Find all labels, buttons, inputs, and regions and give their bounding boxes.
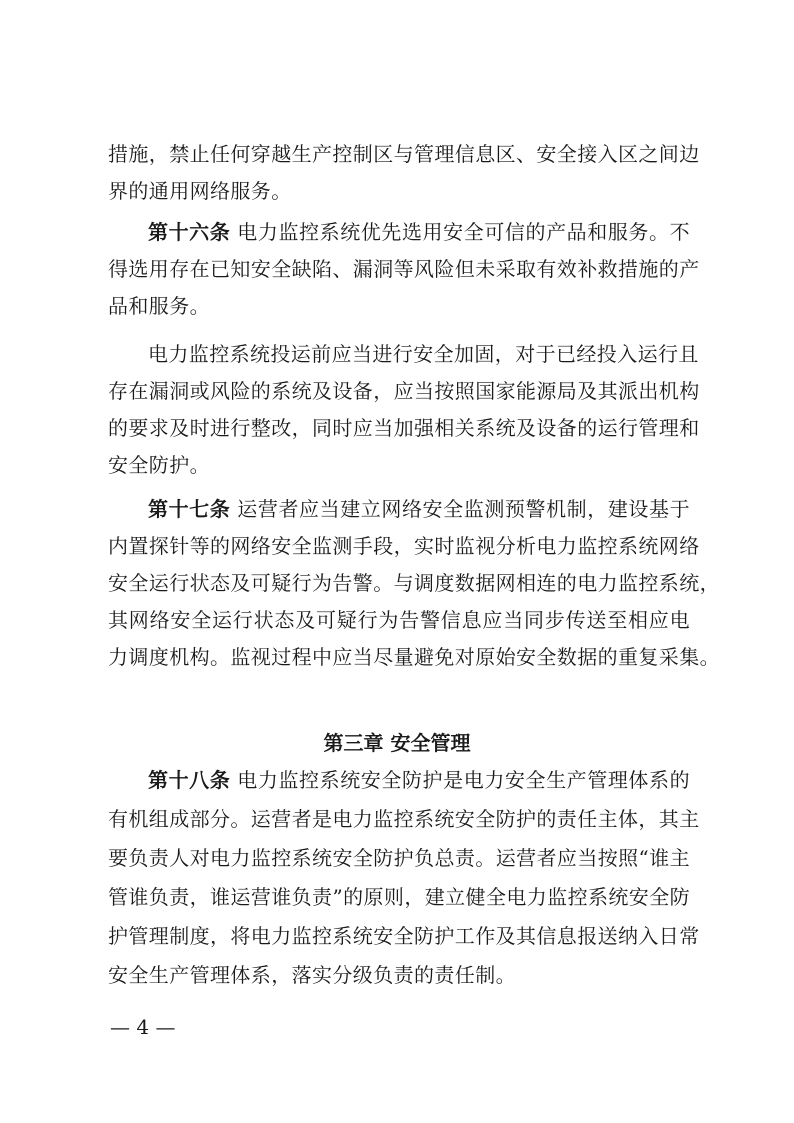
body-line: 品和服务。 — [108, 294, 210, 318]
body-line: 有机组成部分。运营者是电力监控系统安全防护的责任主体，其主 — [108, 807, 700, 831]
article-18-text: 电力监控系统安全防护是电力安全生产管理体系的 — [237, 768, 690, 792]
paragraph-first-line: 电力监控系统投运前应当进行安全加固，对于已经投入运行且 — [148, 342, 699, 366]
body-line: 安全生产管理体系，落实分级负责的责任制。 — [108, 963, 516, 987]
article-16-text: 电力监控系统优先选用安全可信的产品和服务。不 — [237, 220, 690, 244]
body-line: 的要求及时进行整改，同时应当加强相关系统及设备的运行管理和 — [108, 416, 700, 440]
article-17-heading: 第十七条 — [148, 497, 231, 521]
article-17-first-line — [148, 495, 690, 523]
article-18-heading: 第十八条 — [148, 768, 231, 792]
body-line: 安全防护。 — [108, 453, 210, 477]
body-line: 得选用存在已知安全缺陷、漏洞等风险但未采取有效补救措施的产 — [108, 257, 700, 281]
body-line: 安全运行状态及可疑行为告警。与调度数据网相连的电力监控系统， — [108, 571, 720, 595]
body-line: 力调度机构。监视过程中应当尽量避免对原始安全数据的重复采集。 — [108, 645, 720, 669]
body-line: 其网络安全运行状态及可疑行为告警信息应当同步传送至相应电 — [108, 608, 690, 632]
body-line: 要负责人对电力监控系统安全防护负总责。运营者应当按照“谁主 — [108, 846, 690, 870]
body-line: 措施，禁止任何穿越生产控制区与管理信息区、安全接入区之间边 — [108, 142, 700, 166]
body-line: 护管理制度，将电力监控系统安全防护工作及其信息报送纳入日常 — [108, 924, 700, 948]
article-16-heading: 第十六条 — [148, 220, 231, 244]
article-17-text: 运营者应当建立网络安全监测预警机制，建设基于 — [237, 497, 690, 521]
article-16-first-line — [148, 218, 690, 246]
body-line: 管谁负责，谁运营谁负责”的原则，建立健全电力监控系统安全防 — [108, 885, 690, 909]
chapter-heading: 第三章 安全管理 — [323, 731, 471, 755]
body-line: 内置探针等的网络安全监测手段，实时监视分析电力监控系统网络 — [108, 534, 700, 558]
body-line: 存在漏洞或风险的系统及设备，应当按照国家能源局及其派出机构 — [108, 379, 700, 403]
article-18-first-line — [148, 766, 690, 794]
page-number: — 4 — — [110, 1015, 176, 1039]
body-line: 界的通用网络服务。 — [108, 179, 292, 203]
